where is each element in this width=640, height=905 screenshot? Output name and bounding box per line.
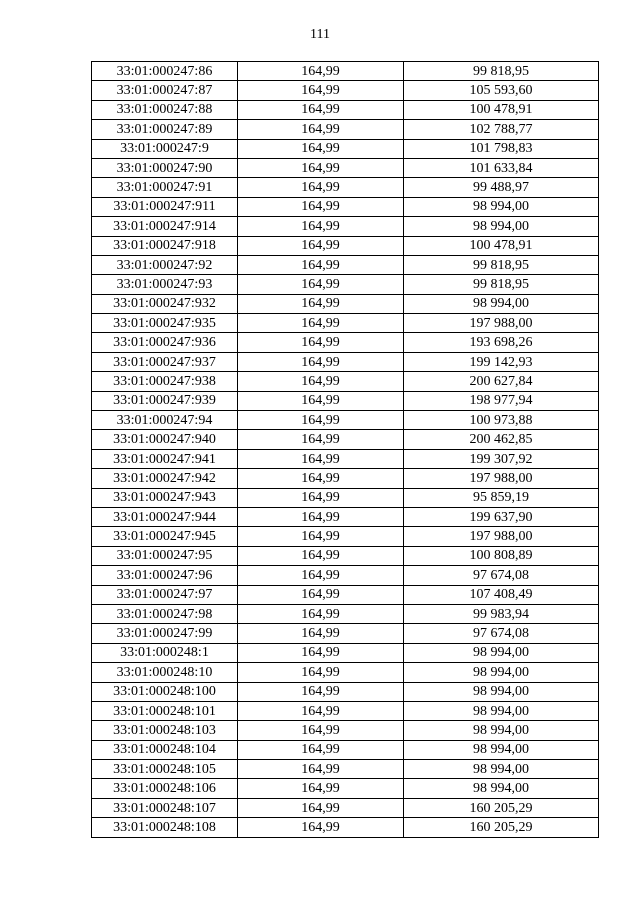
area-cell: 164,99 xyxy=(238,100,404,119)
table-row xyxy=(92,158,599,177)
table-row xyxy=(92,217,599,236)
value-cell: 98 994,00 xyxy=(404,217,599,236)
value-cell: 100 478,91 xyxy=(404,100,599,119)
cadastral-number-cell: 33:01:000247:936 xyxy=(92,333,238,352)
cadastral-number-cell: 33:01:000247:932 xyxy=(92,294,238,313)
area-cell: 164,99 xyxy=(238,255,404,274)
table-row xyxy=(92,740,599,759)
area-cell: 164,99 xyxy=(238,372,404,391)
area-cell: 164,99 xyxy=(238,469,404,488)
page-number: 111 xyxy=(310,27,330,42)
value-cell: 100 808,89 xyxy=(404,546,599,565)
area-cell: 164,99 xyxy=(238,507,404,526)
cadastral-number-cell: 33:01:000247:97 xyxy=(92,585,238,604)
area-cell: 164,99 xyxy=(238,178,404,197)
table-row xyxy=(92,255,599,274)
cadastral-number-cell: 33:01:000248:107 xyxy=(92,798,238,817)
area-cell: 164,99 xyxy=(238,294,404,313)
value-cell: 98 994,00 xyxy=(404,740,599,759)
area-cell: 164,99 xyxy=(238,236,404,255)
value-cell: 193 698,26 xyxy=(404,333,599,352)
value-cell: 99 818,95 xyxy=(404,255,599,274)
area-cell: 164,99 xyxy=(238,120,404,139)
value-cell: 102 788,77 xyxy=(404,120,599,139)
area-cell: 164,99 xyxy=(238,701,404,720)
table-row xyxy=(92,62,599,81)
value-cell: 197 988,00 xyxy=(404,469,599,488)
table-row xyxy=(92,449,599,468)
cadastral-number-cell: 33:01:000247:911 xyxy=(92,197,238,216)
cadastral-number-cell: 33:01:000248:1 xyxy=(92,643,238,662)
area-cell: 164,99 xyxy=(238,663,404,682)
area-cell: 164,99 xyxy=(238,139,404,158)
value-cell: 98 994,00 xyxy=(404,721,599,740)
area-cell: 164,99 xyxy=(238,411,404,430)
table-row xyxy=(92,275,599,294)
cadastral-number-cell: 33:01:000247:93 xyxy=(92,275,238,294)
table-row xyxy=(92,178,599,197)
value-cell: 98 994,00 xyxy=(404,682,599,701)
value-cell: 160 205,29 xyxy=(404,798,599,817)
area-cell: 164,99 xyxy=(238,760,404,779)
table-row xyxy=(92,314,599,333)
area-cell: 164,99 xyxy=(238,81,404,100)
table-row xyxy=(92,391,599,410)
table-row xyxy=(92,372,599,391)
table-row xyxy=(92,818,599,837)
cadastral-number-cell: 33:01:000248:100 xyxy=(92,682,238,701)
table-row xyxy=(92,566,599,585)
area-cell: 164,99 xyxy=(238,430,404,449)
table-row xyxy=(92,585,599,604)
value-cell: 101 633,84 xyxy=(404,158,599,177)
area-cell: 164,99 xyxy=(238,197,404,216)
area-cell: 164,99 xyxy=(238,682,404,701)
value-cell: 99 818,95 xyxy=(404,275,599,294)
cadastral-number-cell: 33:01:000247:942 xyxy=(92,469,238,488)
cadastral-number-cell: 33:01:000247:86 xyxy=(92,62,238,81)
table-row xyxy=(92,352,599,371)
table-row xyxy=(92,721,599,740)
cadastral-number-cell: 33:01:000247:939 xyxy=(92,391,238,410)
table-row xyxy=(92,798,599,817)
cadastral-number-cell: 33:01:000247:89 xyxy=(92,120,238,139)
cadastral-number-cell: 33:01:000247:944 xyxy=(92,507,238,526)
table-row xyxy=(92,624,599,643)
cadastral-number-cell: 33:01:000247:91 xyxy=(92,178,238,197)
cadastral-number-cell: 33:01:000247:92 xyxy=(92,255,238,274)
value-cell: 98 994,00 xyxy=(404,663,599,682)
cadastral-number-cell: 33:01:000247:945 xyxy=(92,527,238,546)
value-cell: 95 859,19 xyxy=(404,488,599,507)
table-row xyxy=(92,139,599,158)
cadastral-number-cell: 33:01:000248:10 xyxy=(92,663,238,682)
table-row xyxy=(92,701,599,720)
value-cell: 98 994,00 xyxy=(404,197,599,216)
cadastral-number-cell: 33:01:000247:918 xyxy=(92,236,238,255)
cadastral-number-cell: 33:01:000248:104 xyxy=(92,740,238,759)
table-row xyxy=(92,682,599,701)
value-cell: 100 478,91 xyxy=(404,236,599,255)
area-cell: 164,99 xyxy=(238,643,404,662)
value-cell: 199 637,90 xyxy=(404,507,599,526)
table-row xyxy=(92,604,599,623)
area-cell: 164,99 xyxy=(238,314,404,333)
table-row xyxy=(92,643,599,662)
cadastral-number-cell: 33:01:000248:108 xyxy=(92,818,238,837)
cadastral-number-cell: 33:01:000247:96 xyxy=(92,566,238,585)
table-row xyxy=(92,120,599,139)
area-cell: 164,99 xyxy=(238,721,404,740)
cadastral-number-cell: 33:01:000247:99 xyxy=(92,624,238,643)
table-row xyxy=(92,294,599,313)
table-row xyxy=(92,333,599,352)
value-cell: 200 462,85 xyxy=(404,430,599,449)
area-cell: 164,99 xyxy=(238,158,404,177)
area-cell: 164,99 xyxy=(238,818,404,837)
area-cell: 164,99 xyxy=(238,604,404,623)
area-cell: 164,99 xyxy=(238,275,404,294)
table-body xyxy=(92,62,599,838)
area-cell: 164,99 xyxy=(238,488,404,507)
area-cell: 164,99 xyxy=(238,527,404,546)
value-cell: 197 988,00 xyxy=(404,314,599,333)
value-cell: 98 994,00 xyxy=(404,294,599,313)
table-row xyxy=(92,663,599,682)
cadastral-number-cell: 33:01:000247:87 xyxy=(92,81,238,100)
value-cell: 98 994,00 xyxy=(404,701,599,720)
value-cell: 98 994,00 xyxy=(404,779,599,798)
area-cell: 164,99 xyxy=(238,624,404,643)
cadastral-number-cell: 33:01:000248:101 xyxy=(92,701,238,720)
table-row xyxy=(92,197,599,216)
area-cell: 164,99 xyxy=(238,585,404,604)
table-row xyxy=(92,411,599,430)
cadastral-number-cell: 33:01:000248:105 xyxy=(92,760,238,779)
cadastral-number-cell: 33:01:000247:914 xyxy=(92,217,238,236)
area-cell: 164,99 xyxy=(238,217,404,236)
table-row xyxy=(92,779,599,798)
cadastral-number-cell: 33:01:000248:106 xyxy=(92,779,238,798)
value-cell: 97 674,08 xyxy=(404,624,599,643)
value-cell: 98 994,00 xyxy=(404,760,599,779)
cadastral-number-cell: 33:01:000247:9 xyxy=(92,139,238,158)
area-cell: 164,99 xyxy=(238,449,404,468)
value-cell: 101 798,83 xyxy=(404,139,599,158)
value-cell: 99 983,94 xyxy=(404,604,599,623)
value-cell: 97 674,08 xyxy=(404,566,599,585)
cadastral-number-cell: 33:01:000247:95 xyxy=(92,546,238,565)
table-row xyxy=(92,236,599,255)
table-row xyxy=(92,430,599,449)
area-cell: 164,99 xyxy=(238,798,404,817)
table-row xyxy=(92,527,599,546)
value-cell: 98 994,00 xyxy=(404,643,599,662)
area-cell: 164,99 xyxy=(238,352,404,371)
value-cell: 107 408,49 xyxy=(404,585,599,604)
cadastral-number-cell: 33:01:000247:937 xyxy=(92,352,238,371)
cadastral-number-cell: 33:01:000247:88 xyxy=(92,100,238,119)
value-cell: 105 593,60 xyxy=(404,81,599,100)
table-row xyxy=(92,546,599,565)
cadastral-number-cell: 33:01:000248:103 xyxy=(92,721,238,740)
data-table xyxy=(91,61,599,838)
value-cell: 200 627,84 xyxy=(404,372,599,391)
cadastral-number-cell: 33:01:000247:98 xyxy=(92,604,238,623)
value-cell: 199 142,93 xyxy=(404,352,599,371)
cadastral-number-cell: 33:01:000247:938 xyxy=(92,372,238,391)
cadastral-number-cell: 33:01:000247:941 xyxy=(92,449,238,468)
cadastral-number-cell: 33:01:000247:943 xyxy=(92,488,238,507)
value-cell: 99 818,95 xyxy=(404,62,599,81)
table-row xyxy=(92,488,599,507)
value-cell: 197 988,00 xyxy=(404,527,599,546)
value-cell: 100 973,88 xyxy=(404,411,599,430)
value-cell: 99 488,97 xyxy=(404,178,599,197)
value-cell: 198 977,94 xyxy=(404,391,599,410)
cadastral-number-cell: 33:01:000247:90 xyxy=(92,158,238,177)
table-row xyxy=(92,760,599,779)
table-row xyxy=(92,100,599,119)
cadastral-number-cell: 33:01:000247:940 xyxy=(92,430,238,449)
table-row xyxy=(92,507,599,526)
value-cell: 199 307,92 xyxy=(404,449,599,468)
area-cell: 164,99 xyxy=(238,391,404,410)
table-row xyxy=(92,469,599,488)
value-cell: 160 205,29 xyxy=(404,818,599,837)
area-cell: 164,99 xyxy=(238,566,404,585)
cadastral-number-cell: 33:01:000247:94 xyxy=(92,411,238,430)
cadastral-number-cell: 33:01:000247:935 xyxy=(92,314,238,333)
area-cell: 164,99 xyxy=(238,546,404,565)
area-cell: 164,99 xyxy=(238,333,404,352)
area-cell: 164,99 xyxy=(238,62,404,81)
table-row xyxy=(92,81,599,100)
area-cell: 164,99 xyxy=(238,779,404,798)
area-cell: 164,99 xyxy=(238,740,404,759)
